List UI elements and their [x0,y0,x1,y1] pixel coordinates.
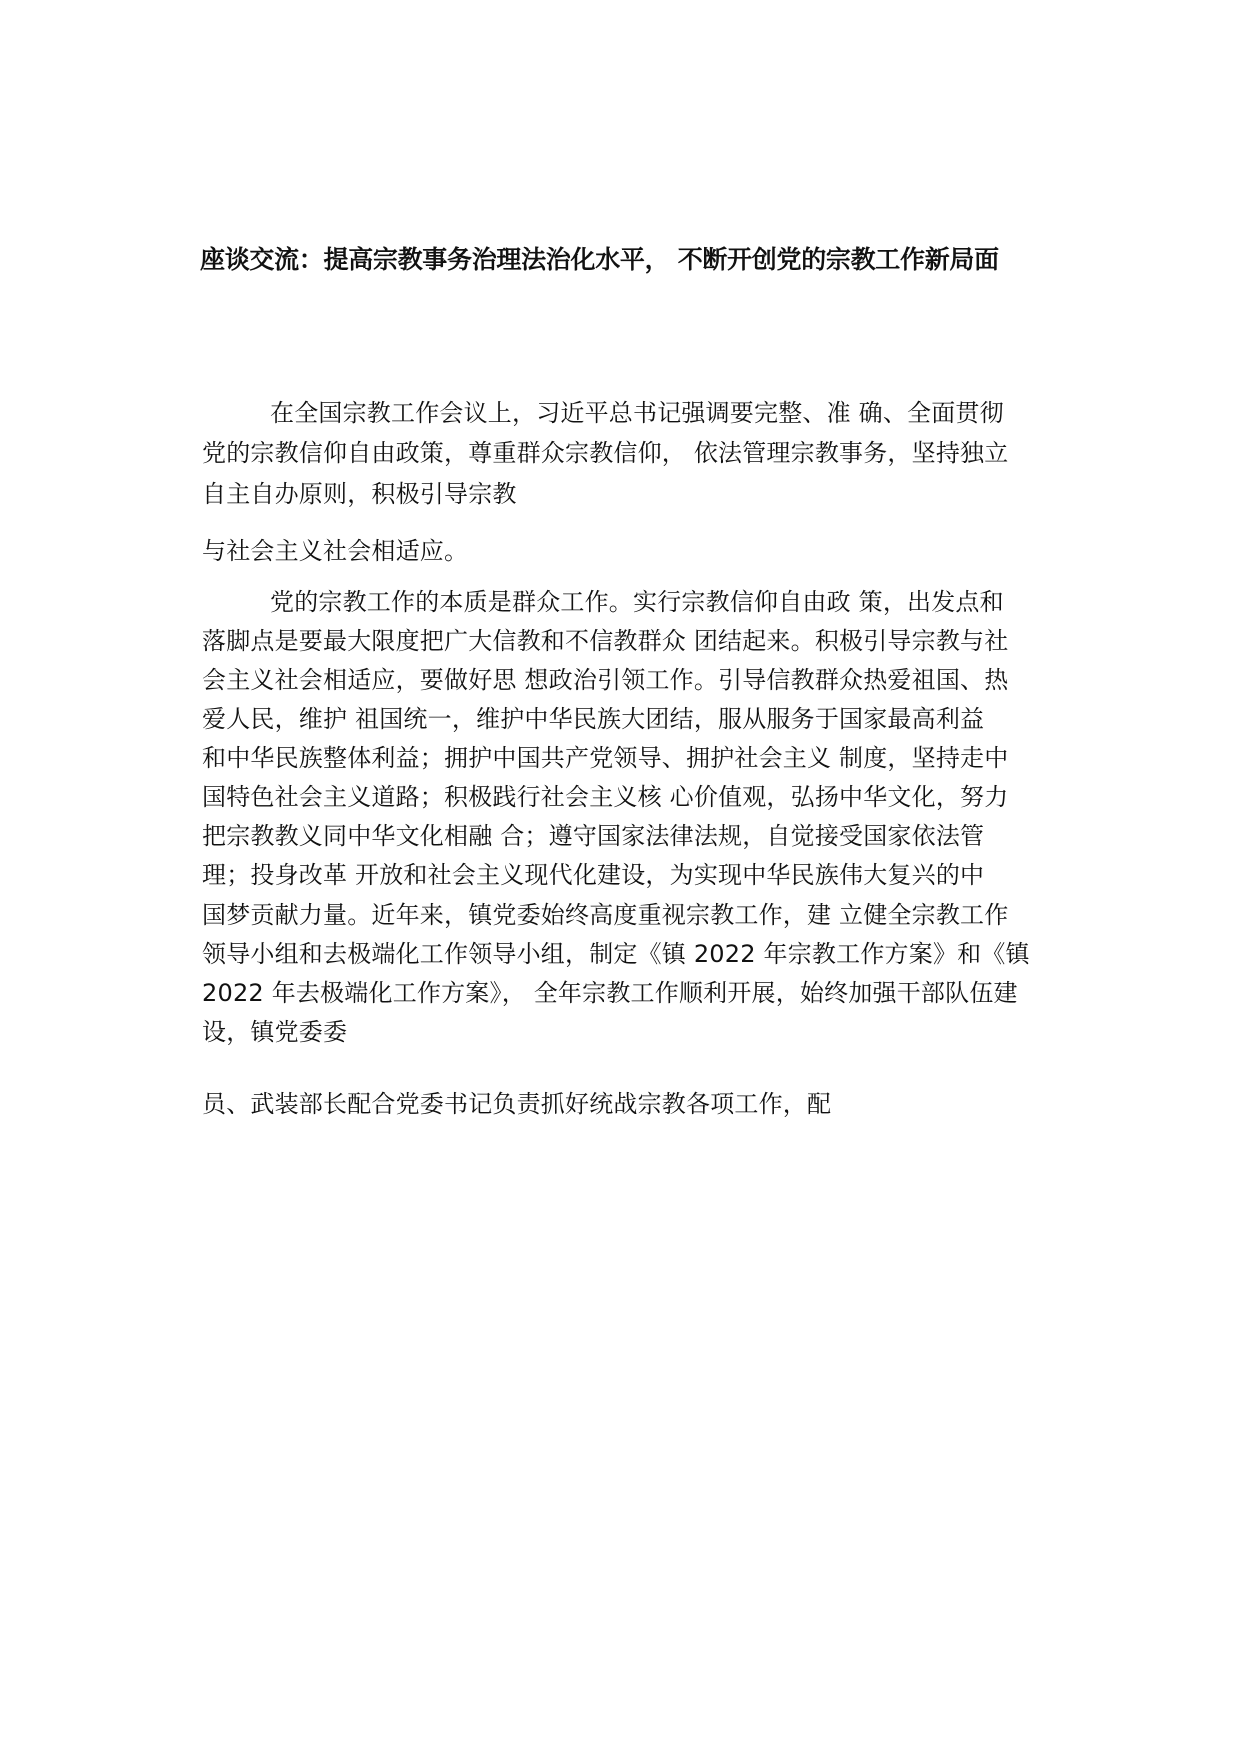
paragraph-line: 国梦贡献力量。近年来，镇党委始终高度重视宗教工作，建 立健全宗教工作 [202,901,1009,929]
paragraph-line: 会主义社会相适应，要做好思 想政治引领工作。引导信教群众热爱祖国、热 [202,666,1009,694]
paragraph-line: 落脚点是要最大限度把广大信教和不信教群众 团结起来。积极引导宗教与社 [202,627,1009,655]
paragraph-continuation: 与社会主义社会相适应。 [202,537,469,565]
paragraph-line: 党的宗教工作的本质是群众工作。实行宗教信仰自由政 策，出发点和 [270,588,1004,616]
paragraph-line: 和中华民族整体利益；拥护中国共产党领导、拥护社会主义 制度，坚持走中 [202,744,1009,772]
paragraph-line: 自主自办原则，积极引导宗教 [202,480,517,508]
page-title: 座谈交流：提高宗教事务治理法治化水平， 不断开创党的宗教工作新局面 [200,245,999,274]
paragraph-line: 理；投身改革 开放和社会主义现代化建设，为实现中华民族伟大复兴的中 [202,861,985,889]
paragraph-line: 2022 年去极端化工作方案》， 全年宗教工作顺利开展，始终加强干部队伍建 [202,979,1018,1007]
paragraph-continuation: 员、武装部长配合党委书记负责抓好统战宗教各项工作，配 [202,1090,832,1118]
paragraph-line: 领导小组和去极端化工作领导小组，制定《镇 2022 年宗教工作方案》和《镇 [202,940,1030,968]
paragraph-line: 在全国宗教工作会议上，习近平总书记强调要完整、准 确、全面贯彻 [270,399,1004,427]
paragraph-line: 设，镇党委委 [202,1018,348,1046]
paragraph-line: 把宗教教义同中华文化相融 合；遵守国家法律法规，自觉接受国家依法管 [202,822,985,850]
paragraph-line: 党的宗教信仰自由政策，尊重群众宗教信仰， 依法管理宗教事务，坚持独立 [202,439,1009,467]
paragraph-line: 国特色社会主义道路；积极践行社会主义核 心价值观，弘扬中华文化，努力 [202,783,1009,811]
paragraph-line: 爱人民，维护 祖国统一，维护中华民族大团结，服从服务于国家最高利益 [202,705,985,733]
